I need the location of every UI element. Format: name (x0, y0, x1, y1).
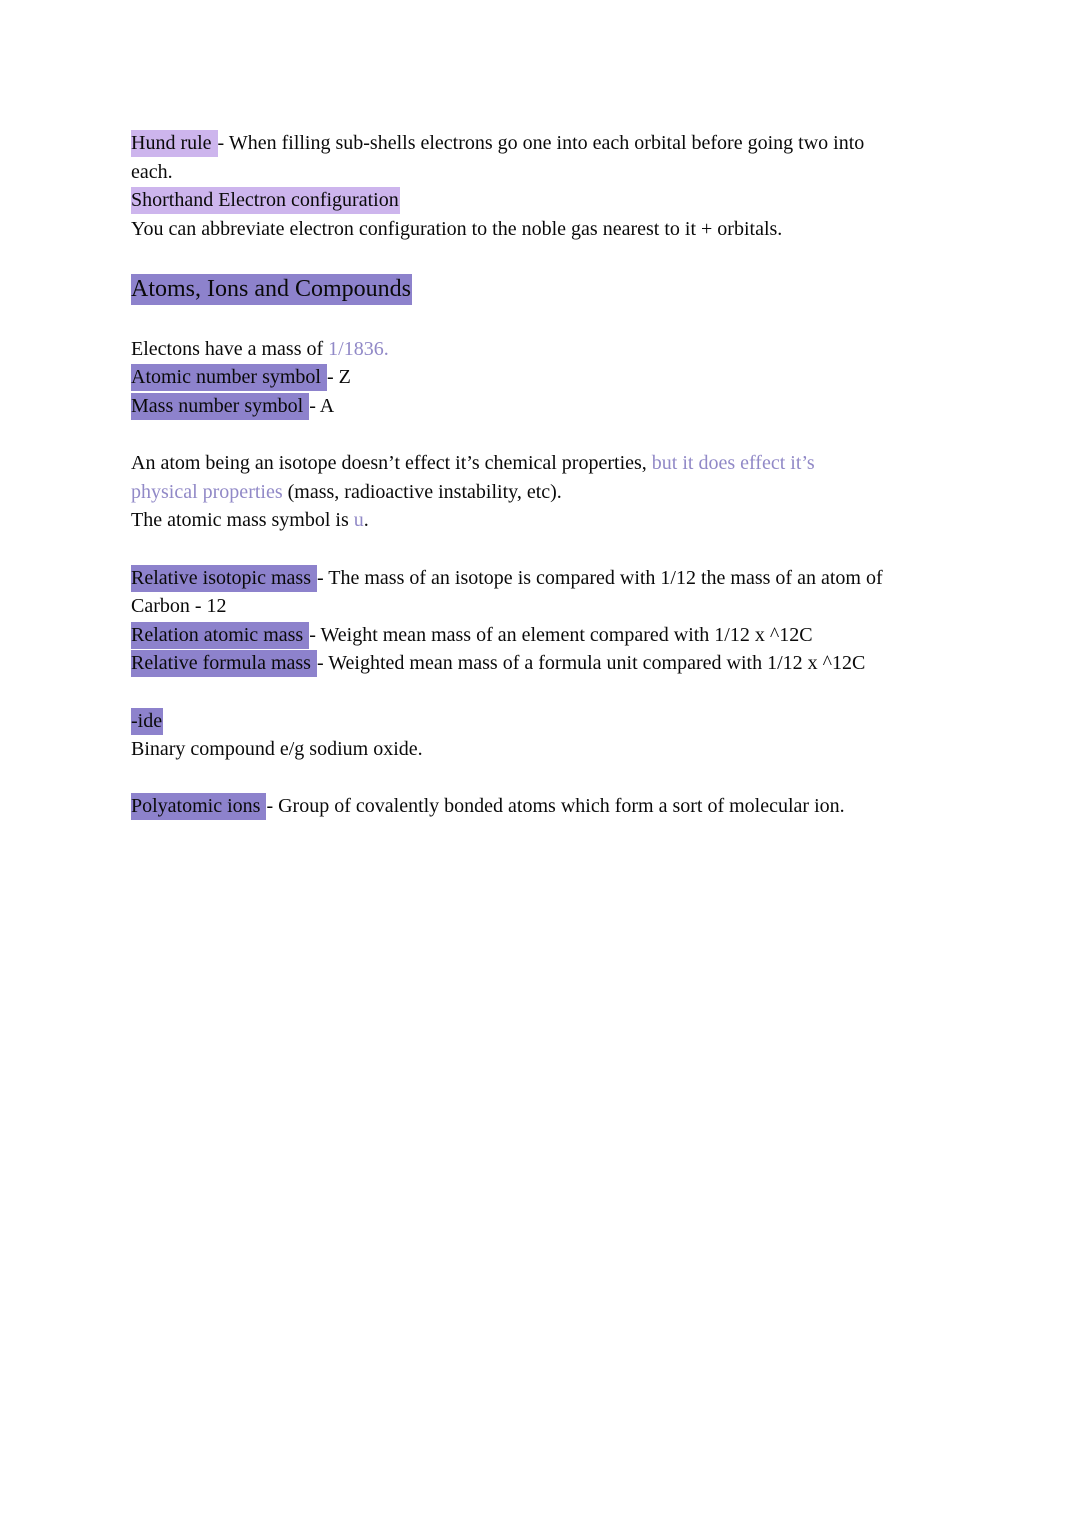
section-heading (131, 272, 961, 306)
blank-line (131, 535, 961, 564)
highlighted-term: Atomic number symbol (131, 364, 327, 391)
highlighted-term: Mass number symbol (131, 393, 309, 420)
text-run: - When filling sub-shells electrons go one into each orbital before going two into (217, 132, 865, 154)
blank-line (131, 243, 961, 272)
text-run: - Weighted mean mass of a formula unit compared with 1/12 x ^12C (316, 652, 866, 675)
text-line (131, 215, 961, 244)
text-run: - A (309, 395, 335, 418)
highlighted-term: -ide (131, 708, 163, 735)
text-run: . (363, 509, 369, 532)
text-line (131, 335, 961, 364)
text-run: You can abbreviate electron configuration to the noble gas nearest to it + orbitals. (131, 217, 783, 240)
highlighted-term: Relative formula mass (131, 650, 317, 677)
blank-line (131, 678, 961, 707)
purple-text-run: 1/1836. (328, 337, 389, 360)
blank-line (131, 421, 961, 450)
blank-line (131, 306, 961, 335)
text-line (131, 792, 961, 821)
text-line (131, 592, 961, 621)
text-line (131, 564, 961, 593)
text-line (131, 363, 961, 392)
text-run: Electons have a mass of (131, 337, 329, 360)
blank-line (131, 764, 961, 793)
purple-text-run: physical properties (131, 480, 283, 503)
highlighted-term: Relation atomic mass (131, 622, 309, 649)
text-line (131, 621, 961, 650)
text-run: - Weight mean mass of an element compared with 1/12 x ^12C (309, 623, 813, 646)
text-run: - Z (326, 366, 351, 389)
text-line (131, 129, 961, 158)
highlighted-term: Polyatomic ions (131, 793, 266, 820)
highlighted-term: Shorthand Electron configuration (131, 187, 400, 214)
text-line (131, 707, 961, 736)
text-line (131, 735, 961, 764)
text-line (131, 186, 961, 215)
text-run: (mass, radioactive instability, etc). (282, 480, 562, 503)
highlighted-term: Relative isotopic mass (131, 565, 317, 592)
text-run: - The mass of an isotope is compared with 1/12 the mass of an atom of (316, 566, 883, 589)
purple-text-run: u (353, 509, 364, 532)
text-run: Carbon - 12 (131, 595, 227, 618)
text-line (131, 649, 961, 678)
text-run: each. (131, 160, 173, 183)
text-run: An atom being an isotope doesn’t effect it’s chemical properties, (131, 452, 652, 475)
highlighted-term: Atoms, Ions and Compounds (131, 274, 412, 305)
document-content (131, 129, 961, 821)
text-run: Binary compound e/g sodium oxide. (131, 738, 423, 761)
text-run: - Group of covalently bonded atoms which form a sort of molecular ion. (266, 795, 845, 818)
highlighted-term: Hund rule (131, 130, 218, 157)
text-line (131, 449, 961, 478)
text-run: The atomic mass symbol is (131, 509, 354, 532)
text-line (131, 478, 961, 507)
purple-text-run: but it does effect it’s (651, 452, 815, 475)
text-line (131, 506, 961, 535)
text-line (131, 158, 961, 187)
text-line (131, 392, 961, 421)
